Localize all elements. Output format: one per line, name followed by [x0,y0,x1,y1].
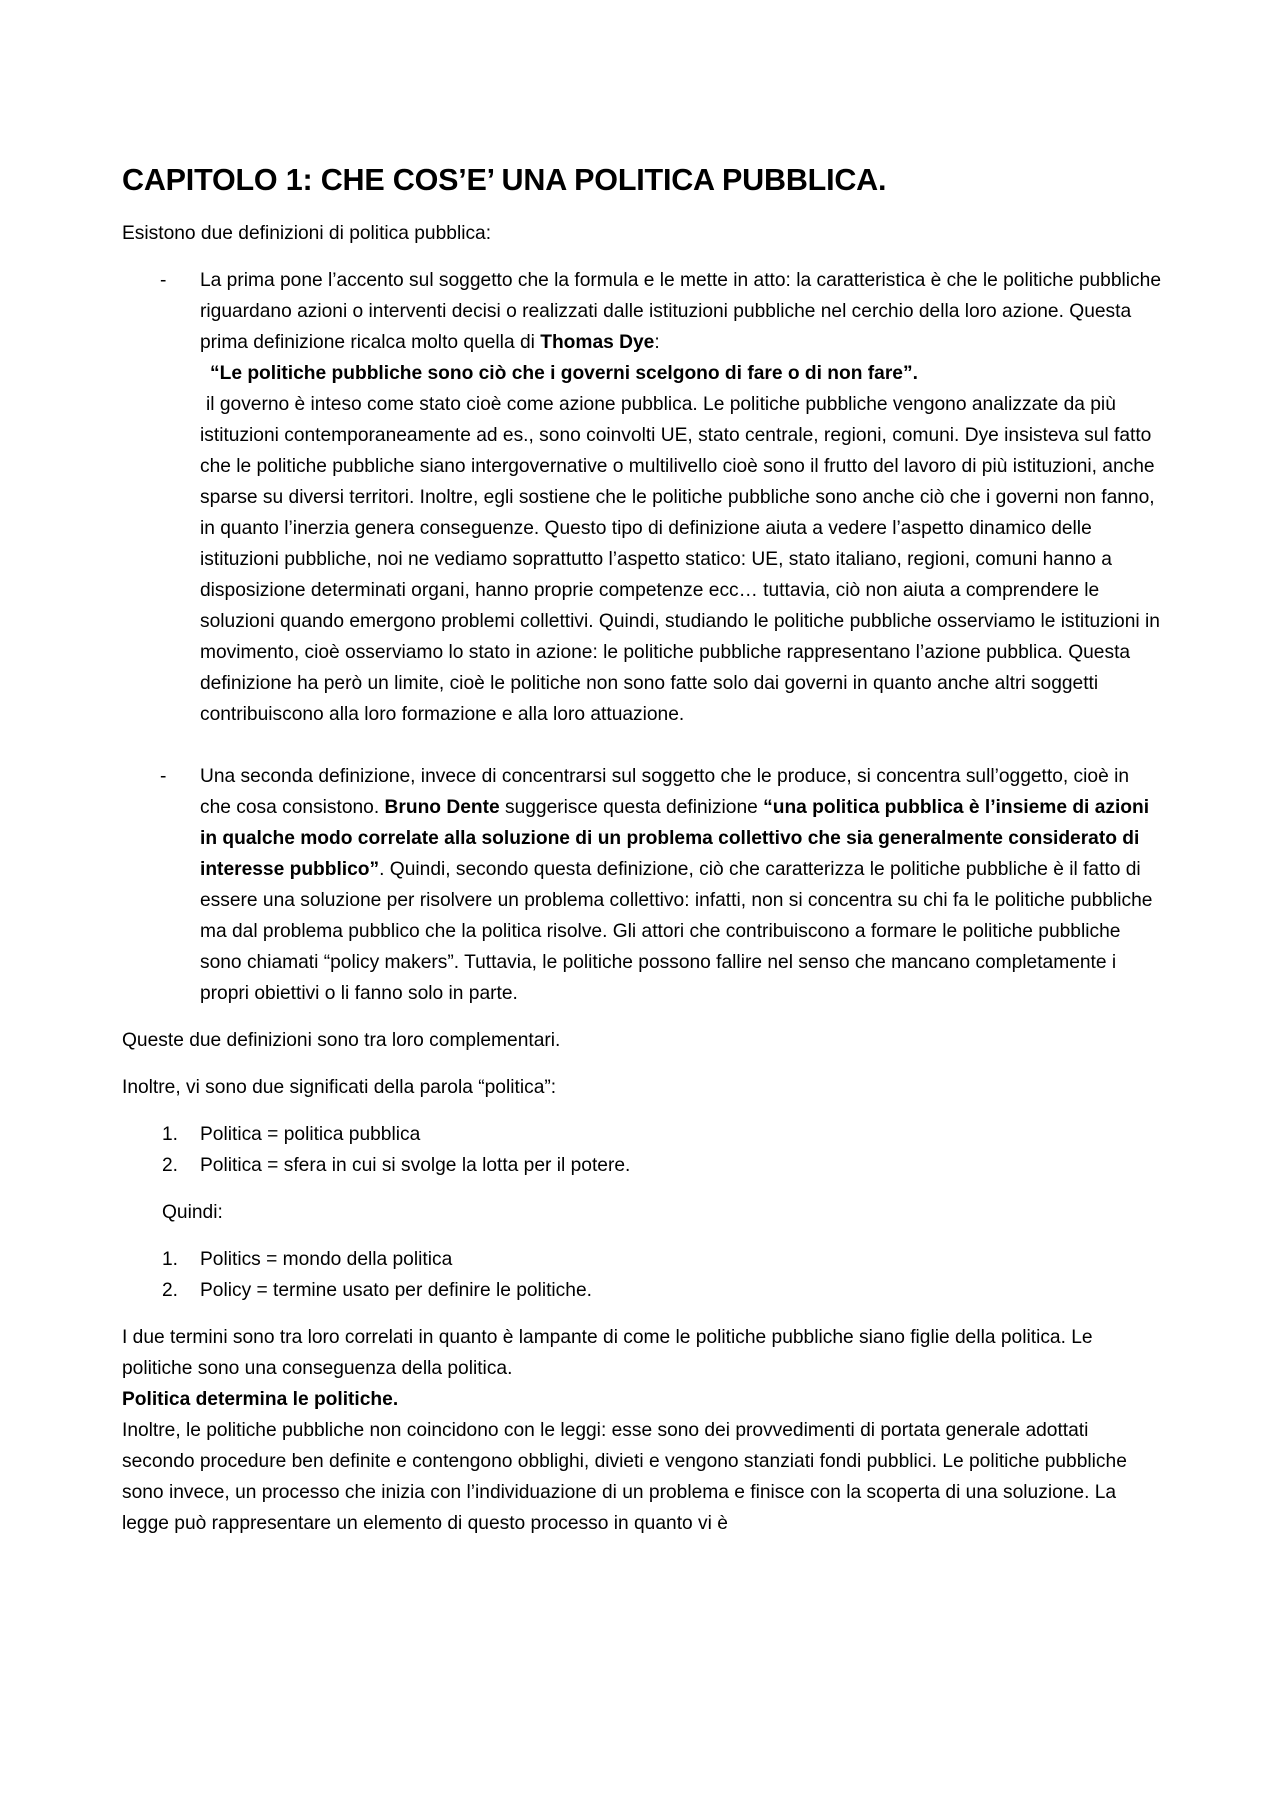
list-item-text: Policy = termine usato per definire le politiche. [200,1280,592,1301]
list-item [122,1275,1162,1306]
list-item [122,1150,1162,1181]
list-item-definition-2 [122,761,1162,1009]
list-item-text: Politica = politica pubblica [200,1124,421,1145]
author-thomas-dye: Thomas Dye [540,332,655,353]
list-number: 1. [162,1124,179,1145]
dash-marker: - [160,766,167,787]
list-item-definition-1 [122,265,1162,730]
list-item [122,1244,1162,1275]
definition-2-explanation: . Quindi, secondo questa definizione, ciò che caratterizza le politiche pubbliche è il fatto di essere una soluzione per risolvere un problema collettivo: infatti, non si concentra su chi fa le politiche pubbliche ma dal problema pubblico che la politica risolve. Gli attori che contribuiscono a formare le politiche pubbliche sono chiamati “policy makers”. Tuttavia, le politiche possono fallire nel senso che mancano completamente i propri obiettivi o li fanno solo in parte. [200,859,1153,1004]
chapter-title: CAPITOLO 1: CHE COS’E’ UNA POLITICA PUBBLICA. [122,163,887,197]
definitions-list [122,265,1162,1009]
closing-bold-statement [122,1384,1162,1415]
definition-1-text: La prima pone l’accento sul soggetto che la formula e le mette in atto: la caratteristica è che le politiche pubbliche riguardano azioni o interventi decisi o realizzati dalle istituzioni pubbliche nel cerchio della loro azione. Questa prima definizione ricalca molto quella di [200,270,1161,353]
definition-2-text: Una seconda definizione, invece di concentrarsi sul soggetto che le produce, si concentra sull’oggetto, cioè in che cosa consistono. [200,766,1130,818]
definition-1-explanation: il governo è inteso come stato cioè come azione pubblica. Le politiche pubbliche vengono analizzate da più istituzioni contemporaneamente ad es., sono coinvolti UE, stato centrale, regioni, comuni. Dye insisteva sul fatto che le politiche pubbliche siano intergovernative o multilivello cioè sono il frutto del lavoro di più istituzioni, anche sparse su diversi territori. Inoltre, egli sostiene che le politiche pubbliche sono anche ciò che i governi non fanno, in quanto l’inerzia genera conseguenze. Questo tipo di definizione aiuta a vedere l’aspetto dinamico delle istituzioni pubbliche, noi ne vediamo soprattutto l’aspetto statico: UE, stato italiano, regioni, comuni hanno a disposizione determinati organi, hanno proprie competenze ecc… tuttavia, ciò non aiuta a comprendere le soluzioni quando emergono problemi collettivi. Quindi, studiando le politiche pubbliche osserviamo le istituzioni in movimento, cioè osserviamo lo stato in azione: le politiche pubbliche rappresentano l’azione pubblica. Questa definizione ha però un limite, cioè le politiche non sono fatte solo dai governi in quanto anche altri soggetti contribuiscono alla loro formazione e alla loro attuazione. [200,394,1160,725]
list-number: 2. [162,1280,179,1301]
complementary-paragraph: Queste due definizioni sono tra loro complementari. [122,1030,561,1051]
intro-paragraph: Esistono due definizioni di politica pubblica: [122,223,492,244]
meanings-intro: Inoltre, vi sono due significati della parola “politica”: [122,1077,557,1098]
terms-list [122,1244,1162,1306]
meanings-list [122,1119,1162,1181]
closing-bold-text: Politica determina le politiche. [122,1389,399,1410]
closing-paragraph-1: I due termini sono tra loro correlati in quanto è lampante di come le politiche pubbliche siano figlie della politica. Le politiche sono una conseguenza della politica. [122,1327,1093,1379]
document-page [122,160,1162,1539]
author-bruno-dente: Bruno Dente [384,797,500,818]
quindi-label: Quindi: [162,1202,223,1223]
definition-1-colon: : [654,332,660,353]
list-number: 2. [162,1155,179,1176]
definition-2-connector: suggerisce questa definizione [499,797,764,818]
dente-quote: “una politica pubblica è l’insieme di azioni in qualche modo correlate alla soluzione di un problema collettivo che sia generalmente considerato di interesse pubblico” [200,797,1150,880]
closing-paragraph-2: Inoltre, le politiche pubbliche non coincidono con le leggi: esse sono dei provvedimenti di portata generale adottati secondo procedure ben definite e contengono obblighi, divieti e vengono stanziati fondi pubblici. Le politiche pubbliche sono invece, un processo che inizia con l’individuazione di un problema e finisce con la scoperta di una soluzione. La legge può rappresentare un elemento di questo processo in quanto vi è [122,1420,1127,1534]
dye-quote: “Le politiche pubbliche sono ciò che i governi scelgono di fare o di non fare”. [210,363,918,384]
list-item [122,1119,1162,1150]
dash-marker: - [160,270,167,291]
list-number: 1. [162,1249,179,1270]
list-item-text: Politics = mondo della politica [200,1249,453,1270]
list-item-text: Politica = sfera in cui si svolge la lotta per il potere. [200,1155,631,1176]
